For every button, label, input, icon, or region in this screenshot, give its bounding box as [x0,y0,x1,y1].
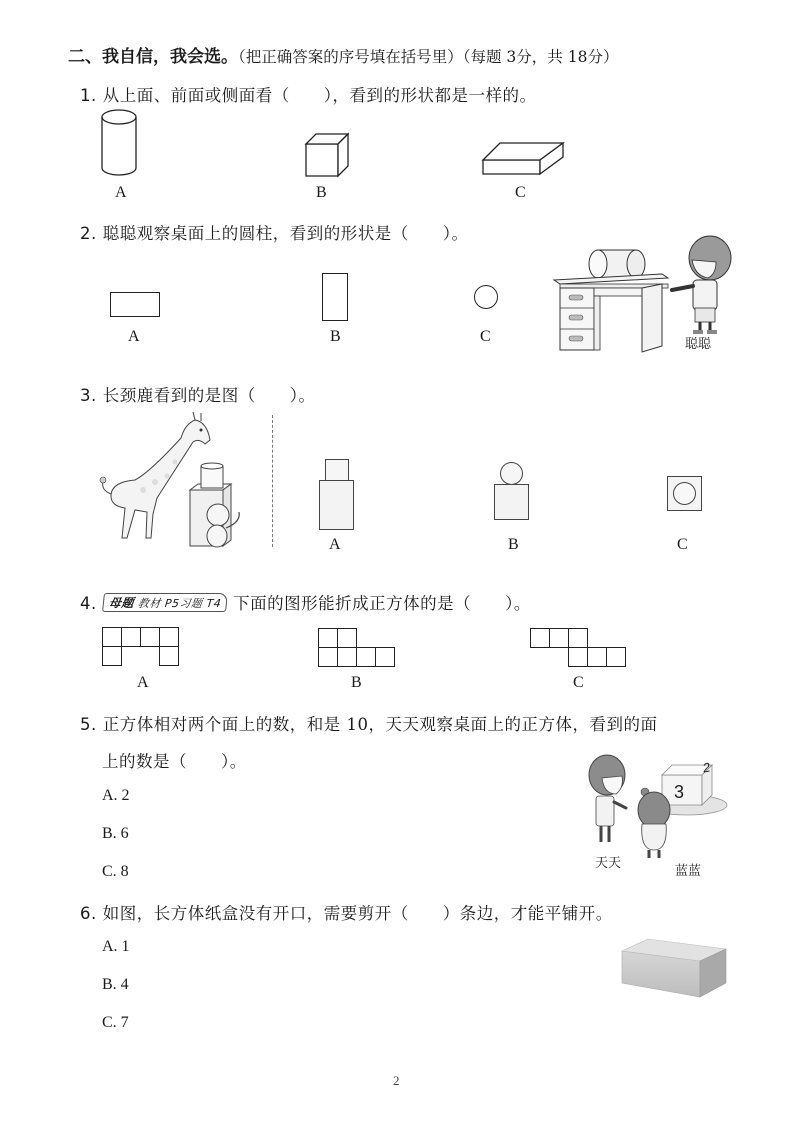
vertical-rectangle-figure [322,273,348,321]
circle-figure [474,285,498,309]
q3-option-a-label: A [329,536,341,553]
q2-option-c-label: C [480,328,491,345]
question-2 [80,220,469,244]
flat-cuboid-figure [480,141,566,177]
source-tag [102,593,228,612]
question-number: 2. [80,224,97,243]
q6-choice-a: A. 1 [102,938,130,955]
source-tag-main: 母题 [107,596,135,610]
section-title-main: 二、我自信，我会选。 [68,47,238,67]
question-number: 6. [80,904,97,923]
question-text: 从上面、前面或侧面看（ ），看到的形状都是一样的。 [102,86,537,105]
tall-rectangle-bottom [319,480,354,530]
q6-choice-c: C. 7 [102,1014,129,1031]
small-rectangle-top [325,459,349,482]
circle-top [500,462,523,485]
q5-choice-b: B. 6 [102,825,129,842]
question-number: 3. [80,386,97,405]
question-5-line-1 [80,711,658,735]
q3-option-b-label: B [508,536,519,553]
question-6 [80,900,613,924]
q1-option-b-label: B [316,184,327,201]
giraffe-monkey-illustration [95,410,255,552]
svg-text:2: 2 [703,759,711,776]
q2-option-a-label: A [128,328,140,345]
question-1 [80,82,537,106]
q2-option-b-label: B [330,328,341,345]
cylinder-figure [98,108,140,178]
q4-option-a-label: A [137,674,149,691]
q6-choice-b: B. 4 [102,976,129,993]
square-bottom [494,484,529,520]
desk-cylinder-boy-illustration [550,228,755,356]
q4-option-c-label: C [573,674,584,691]
question-3 [80,382,316,406]
question-text: 聪聪观察桌面上的圆柱，看到的形状是（ ）。 [102,224,469,243]
circle-inner [673,482,696,505]
horizontal-rectangle-figure [110,292,160,317]
question-text: 下面的图形能折成正方体的是（ ）。 [233,594,531,613]
section-title-note: （把正确答案的序号填在括号里）（每题 3分，共 18分） [238,48,619,66]
question-text: 正方体相对两个面上的数，和是 10，天天观察桌面上的正方体，看到的面 [102,715,658,734]
tiantian-lanlan-cube-illustration [582,750,732,858]
paper-box-cuboid-figure [620,935,728,1001]
divider-line [272,415,273,547]
q5-choice-a: A. 2 [102,787,130,804]
source-tag-ref: 教材 P5习题 T4 [136,597,222,610]
tiantian-caption: 天天 [595,856,622,871]
question-5-line-2: 上的数是（ ）。 [102,752,247,771]
question-number: 4. [80,594,97,613]
page-number: 2 [393,1073,400,1088]
svg-text:3: 3 [674,782,685,802]
cube-figure [303,132,349,178]
question-text: 如图，长方体纸盒没有开口，需要剪开（ ）条边，才能平铺开。 [102,904,613,923]
q3-option-c-label: C [677,536,688,553]
question-number: 1. [80,86,97,105]
section-title [68,42,618,67]
q1-option-a-label: A [115,184,127,201]
question-text: 长颈鹿看到的是图（ ）。 [102,386,316,405]
q1-option-c-label: C [515,184,526,201]
question-number: 5. [80,715,97,734]
q4-option-b-label: B [351,674,362,691]
lanlan-caption: 蓝蓝 [675,864,702,879]
q5-choice-c: C. 8 [102,863,129,880]
question-4 [80,590,531,614]
boy-caption: 聪聪 [685,337,712,352]
